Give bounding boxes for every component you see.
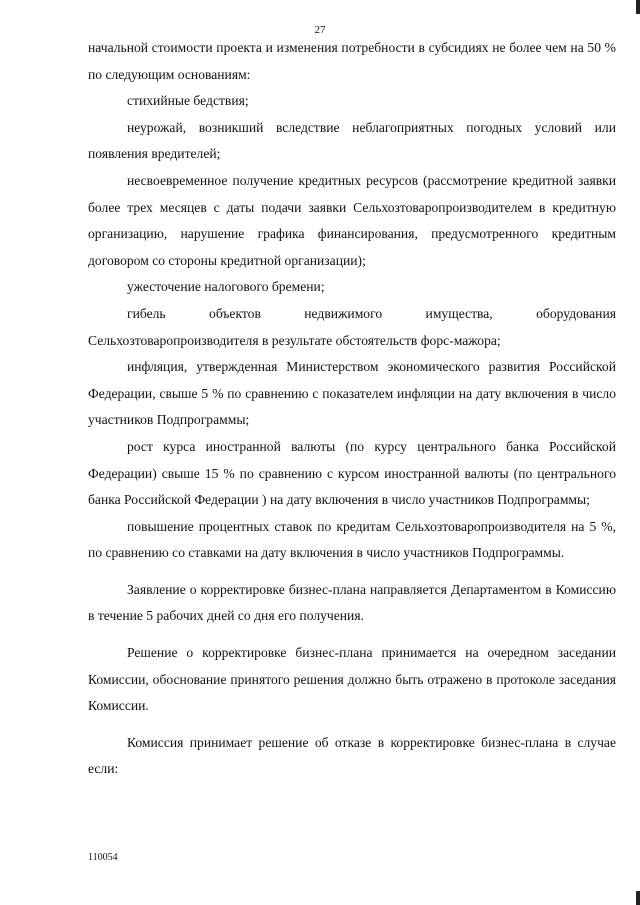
page-number: 27 xyxy=(314,24,326,36)
paragraph: рост курса иностранной валюты (по курсу центрального банка Российской Федерации) свыше 15 % по сравнению с курсом иностранной валюты (по центрального банка Российской Федерации ) на дату включения в число участников Подпрограммы; xyxy=(88,438,616,508)
paragraph: Решение о корректировке бизнес-плана принимается на очередном заседании Комиссии, обоснование принятого решения должно быть отражено в протоколе заседания Комиссии. xyxy=(88,645,616,714)
paragraph: начальной стоимости проекта и изменения потребности в субсидиях не более чем на 50 % по следующим основаниям: xyxy=(88,40,616,82)
paragraph: Комиссия принимает решение об отказе в корректировке бизнес-плана в случае если: xyxy=(88,734,616,777)
paragraph: Заявление о корректировке бизнес-плана направляется Департаментом в Комиссию в течение 5 рабочих дней со дня его получения. xyxy=(88,581,616,624)
paragraph: неурожай, возникший вследствие неблагоприятных погодных условий или появления вредителей; xyxy=(88,119,616,162)
footer-document-code: 110054 xyxy=(88,852,118,863)
page-edge-mark-bottom xyxy=(636,891,640,905)
page-edge-mark-top xyxy=(636,0,640,14)
paragraph: гибель объектов недвижимого имущества, оборудования Сельхозтоваропроизводителя в результате обстоятельств форс-мажора; xyxy=(88,305,616,348)
paragraph: повышение процентных ставок по кредитам Сельхозтоваропроизводителя на 5 %, по сравнению со ставками на дату включения в число участников Подпрограммы. xyxy=(88,518,616,561)
paragraph: ужесточение налогового бремени; xyxy=(127,279,325,295)
document-body xyxy=(88,35,616,783)
paragraph: несвоевременное получение кредитных ресурсов (рассмотрение кредитной заявки более трех месяцев с даты подачи заявки Сельхозтоваропроизводителем в кредитную организацию, нарушение графика финансирования, предусмотренного кредитным договором со стороны кредитной организации); xyxy=(88,172,616,268)
paragraph: инфляция, утвержденная Министерством экономического развития Российской Федерации, свыше 5 % по сравнению с показателем инфляции на дату включения в число участников Подпрограммы; xyxy=(88,359,616,428)
paragraph: стихийные бедствия; xyxy=(127,93,249,109)
